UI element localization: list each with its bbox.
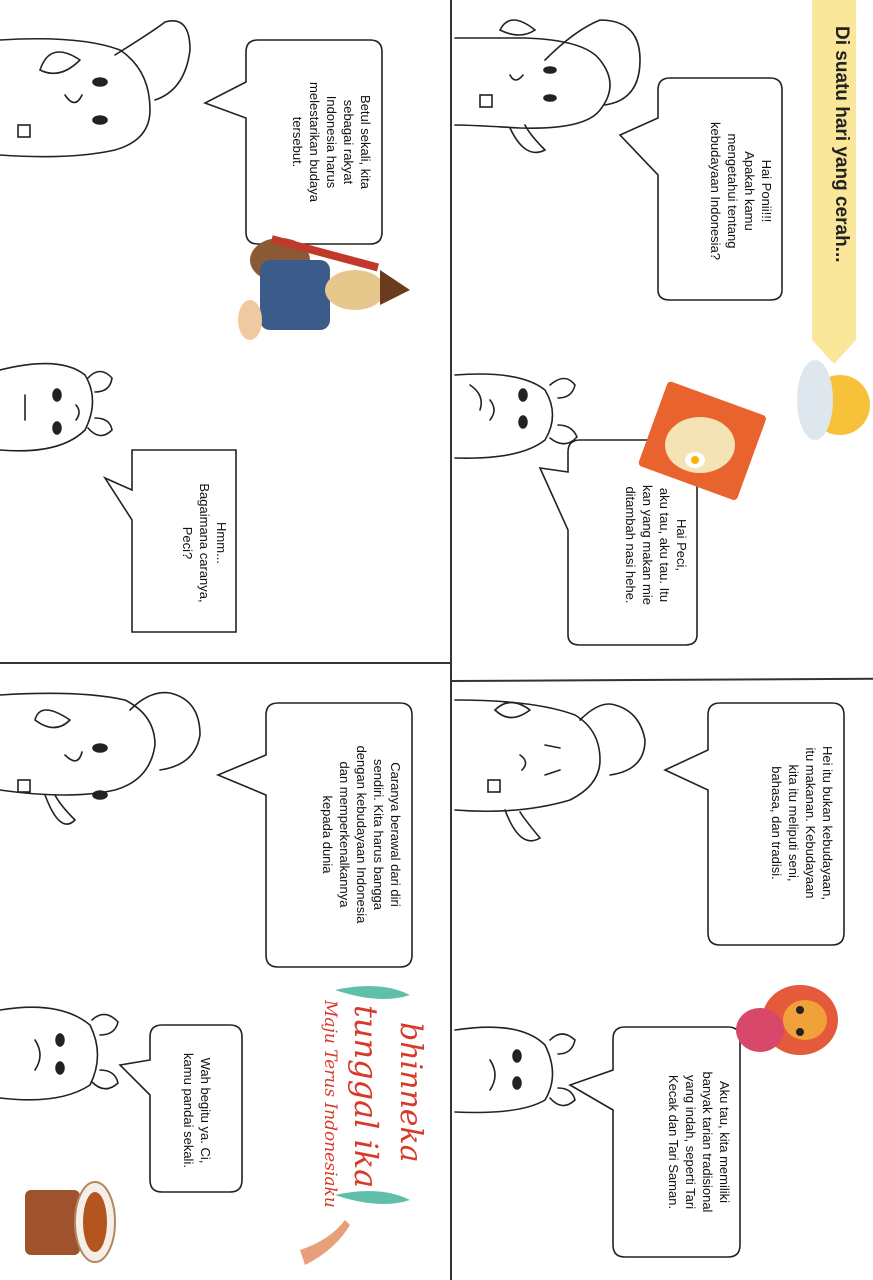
pony-character-2 — [0, 21, 190, 157]
page-title: Di suatu hari yang cerah... — [831, 26, 852, 263]
wayang-dancer-image — [238, 235, 410, 340]
kecak-mask-image — [736, 985, 838, 1055]
speech-text-7: Caranya berawal dari diri sendiri. Kita harus bangga dengan kebudayaan Indonesia dan memperkenalkannya kepada dunia — [320, 745, 403, 924]
speech-text-6: Aku tau, kita memiliki banyak tarian tradisional yang indah, seperti Tari Kecak dan Tari Saman. — [666, 1071, 732, 1213]
logo-line-1: bhinneka — [393, 1022, 428, 1163]
speech-text-4: Hmm... Bagaimana caranya, Peci? — [180, 483, 229, 603]
peci-character-3 — [455, 1027, 575, 1112]
sun-cloud-image — [797, 360, 870, 440]
clay-pot-image — [25, 1182, 115, 1262]
logo-line-3: Maju Terus Indonesiaku — [320, 1000, 340, 1208]
panel-divider-left — [0, 662, 450, 664]
speech-text-3: Betul sekali, kita sebagai rakyat Indonesia harus melestarikan budaya tersebut. — [290, 82, 373, 202]
peci-character-1 — [455, 374, 577, 458]
logo-line-2: tunggal ika — [347, 1005, 385, 1189]
pony-character-4 — [0, 693, 200, 824]
pony-character-1 — [455, 20, 640, 152]
pony-character-3 — [455, 700, 645, 841]
panel-divider-vertical — [450, 0, 452, 1280]
title-banner-tip — [812, 340, 856, 364]
speech-text-8: Wah begitu ya. Ci, kamu pandai sekali. — [181, 1053, 213, 1168]
speech-text-5: Hei itu bukan kebudayaan, itu makanan. Kebudayaan kita itu meliputi seni, bahasa, dan tradisi. — [769, 746, 835, 900]
speech-text-2: Hai Peci, aku tau, aku tau. Itu kan yang makan mie ditambah nasi hehe. — [623, 485, 689, 605]
peci-character-4 — [0, 1007, 118, 1100]
speech-text-1: Hai Ponii!!! Apakah kamu mengetahui tentang kebudayaan Indonesia? — [708, 121, 774, 261]
peci-character-2 — [0, 364, 112, 451]
